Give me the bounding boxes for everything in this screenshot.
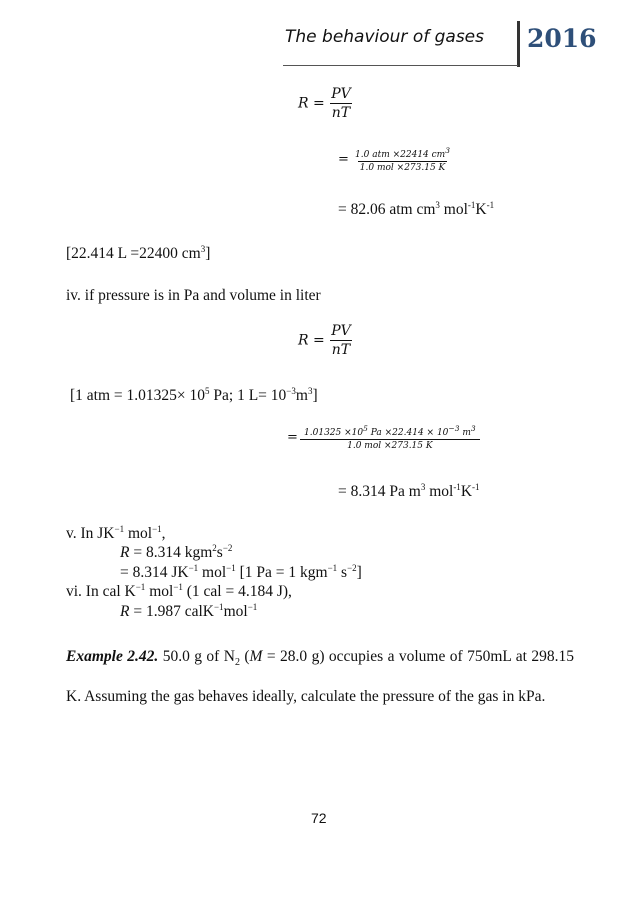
exponent: −1 — [152, 524, 162, 534]
note-text: Pa; 1 L= 10 — [209, 387, 287, 405]
exponent: −1 — [247, 602, 258, 612]
equation-lhs: R = — [298, 332, 325, 349]
exponent: -1 — [453, 482, 461, 492]
exponent: 3 — [470, 424, 476, 433]
item-text: ] — [356, 564, 362, 582]
variable: R — [120, 544, 130, 562]
equals-sign: = — [338, 152, 349, 167]
exponent: -1 — [472, 482, 480, 492]
equation-gas-constant-2 — [298, 323, 353, 358]
exponent: −1 — [327, 563, 338, 573]
exponent: 2 — [212, 543, 217, 553]
exponent: −1 — [173, 582, 183, 592]
example-label: Example 2.42. — [66, 648, 159, 665]
exponent: −1 — [114, 524, 125, 534]
item-v-line1 — [66, 524, 166, 543]
conversion-note-pa — [70, 386, 318, 405]
item-text: = 1.987 calK — [129, 603, 214, 621]
equation-gas-constant — [298, 86, 353, 121]
item-text: [1 Pa = 1 kgm — [235, 564, 328, 582]
equation-fraction — [329, 323, 353, 358]
variable: R — [120, 603, 130, 621]
exponent: 3 — [445, 146, 450, 155]
note-text: ] — [312, 387, 318, 405]
result-atm — [338, 200, 494, 219]
item-text: mol — [198, 564, 227, 582]
exponent: −1 — [188, 563, 199, 573]
header-divider — [517, 21, 520, 67]
substitution-denominator: 1.0 mol ×273.15 K — [359, 163, 446, 173]
exponent: 5 — [363, 424, 368, 433]
exponent: −1 — [213, 602, 224, 612]
exponent: −2 — [347, 563, 357, 573]
fraction-denominator: nT — [331, 105, 351, 121]
fraction-denominator: nT — [331, 342, 351, 358]
exponent: −1 — [226, 563, 236, 573]
item-text: v. In JK — [66, 525, 115, 543]
result-text: K — [460, 483, 473, 501]
item-text: s — [216, 544, 223, 562]
item-text: s — [337, 564, 348, 582]
item-text: = 8.314 kgm — [129, 544, 213, 562]
variable: M — [249, 648, 263, 665]
item-v-line3 — [120, 563, 362, 582]
note-text: [22.414 L =22400 cm — [66, 245, 201, 263]
exponent: −3 — [448, 424, 460, 433]
example-text: ( — [239, 648, 250, 665]
result-pa — [338, 482, 480, 501]
exponent: −1 — [135, 582, 146, 592]
equation-substitution-atm — [338, 146, 452, 173]
note-text: [1 atm = 1.01325× 10 — [70, 387, 206, 405]
item-text: , — [161, 525, 166, 543]
substitution-numerator: 1.0 atm ×22414 cm — [355, 150, 446, 160]
substitution-fraction — [302, 424, 478, 451]
result-text: mol — [439, 201, 468, 219]
example-text: 50.0 g of N — [158, 648, 235, 665]
exponent: 3 — [420, 482, 426, 492]
result-text: mol — [425, 483, 454, 501]
exponent: 5 — [205, 386, 210, 396]
conversion-note-liter — [66, 244, 210, 263]
header-year: 2016 — [527, 24, 597, 53]
exponent: 3 — [200, 244, 206, 254]
item-text: mol — [124, 525, 153, 543]
substitution-numerator: m — [459, 428, 471, 438]
note-text: ] — [205, 245, 211, 263]
item-text: mol — [145, 583, 174, 601]
equation-substitution-pa — [287, 424, 478, 451]
exponent: 3 — [435, 200, 440, 210]
page-number: 72 — [311, 810, 327, 826]
item-v-line2 — [120, 543, 232, 562]
subscript: 2 — [234, 657, 240, 669]
header-rule — [283, 65, 518, 66]
exponent: −2 — [222, 543, 233, 553]
equation-fraction — [329, 86, 353, 121]
fraction-numerator: PV — [331, 86, 351, 102]
substitution-numerator: Pa ×22.414 × 10 — [367, 428, 449, 438]
equation-lhs: R = — [298, 95, 325, 112]
exponent: 3 — [307, 386, 313, 396]
example-text: = 28.0 g) occupies a volume of 750mL at 298.15 K. Assuming the gas behaves ideally, calculate the pressure of the gas in kPa. — [66, 648, 574, 706]
item-text: (1 cal = 4.184 J), — [182, 583, 292, 601]
substitution-denominator: 1.0 mol ×273.15 K — [300, 439, 480, 451]
item-text: vi. In cal K — [66, 583, 136, 601]
exponent: -1 — [486, 200, 495, 210]
note-text: m — [295, 387, 308, 405]
fraction-numerator: PV — [331, 323, 351, 339]
item-iv: iv. if pressure is in Pa and volume in liter — [66, 287, 321, 304]
result-text: K — [475, 201, 487, 219]
item-vi-line1 — [66, 582, 292, 601]
exponent: -1 — [467, 200, 476, 210]
item-vi-line2 — [120, 602, 257, 621]
equals-sign: = — [287, 430, 298, 445]
substitution-numerator: 1.01325 ×10 — [304, 428, 364, 438]
item-text: = 8.314 JK — [120, 564, 189, 582]
exponent: −3 — [286, 386, 296, 396]
result-text: = 82.06 atm cm — [338, 201, 436, 219]
example-paragraph — [66, 640, 574, 714]
substitution-fraction — [353, 146, 452, 173]
item-text: mol — [223, 603, 248, 621]
result-text: = 8.314 Pa m — [338, 483, 421, 501]
running-header-title: The behaviour of gases — [285, 27, 484, 47]
